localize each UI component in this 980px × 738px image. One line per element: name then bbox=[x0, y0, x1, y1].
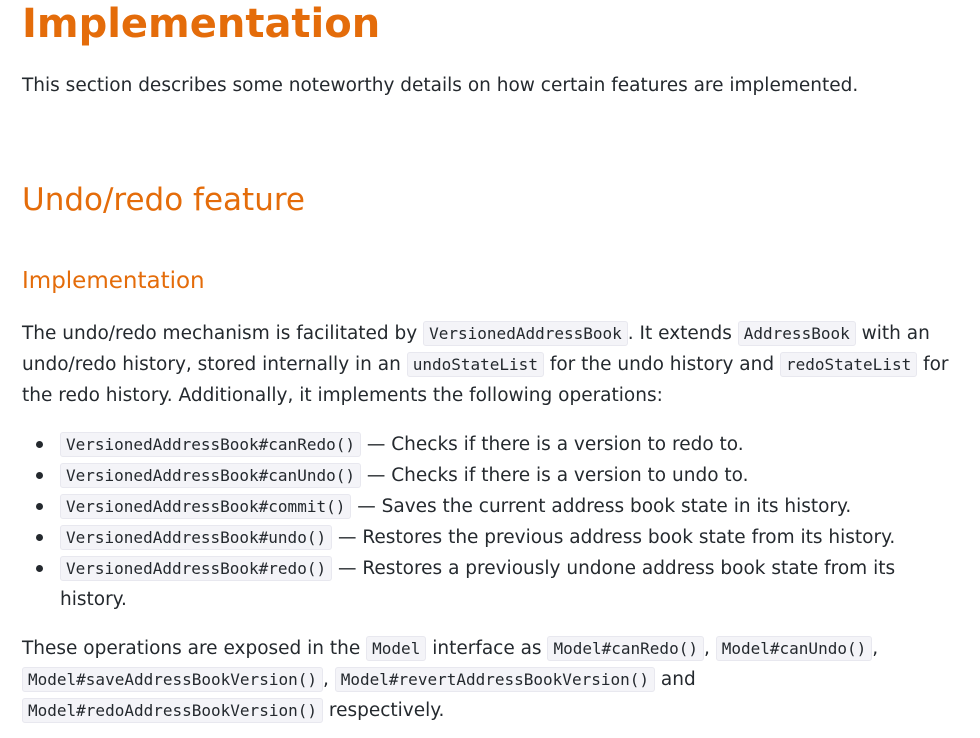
text-span: the redo history. Additionally, it implements the following operations: bbox=[22, 385, 663, 406]
text-span: for the undo history and bbox=[543, 354, 780, 375]
inline-code: Model bbox=[366, 636, 426, 661]
inline-code: VersionedAddressBook#undo() bbox=[60, 525, 332, 550]
text-span: for bbox=[917, 354, 949, 375]
text-span: and bbox=[655, 669, 696, 690]
bullet-icon bbox=[36, 534, 43, 541]
list-item-text: — Restores a previously undone address book state from its bbox=[332, 558, 896, 579]
feature-heading: Undo/redo feature bbox=[22, 182, 305, 218]
inline-code: VersionedAddressBook#canUndo() bbox=[60, 463, 361, 488]
bullet-icon bbox=[36, 503, 43, 510]
text-span: These operations are exposed in the bbox=[22, 638, 367, 659]
inline-code: Model#canRedo() bbox=[547, 636, 704, 661]
list-item-text: — Checks if there is a version to undo to. bbox=[360, 465, 749, 486]
text-span: , bbox=[872, 638, 879, 659]
text-span: undo/redo history, stored internally in an bbox=[22, 354, 407, 375]
bullet-icon bbox=[36, 565, 43, 572]
inline-code: AddressBook bbox=[738, 321, 856, 346]
inline-code: Model#redoAddressBookVersion() bbox=[22, 698, 323, 723]
bullet-icon bbox=[36, 441, 43, 448]
para1-line2 bbox=[22, 351, 949, 379]
inline-code: VersionedAddressBook#canRedo() bbox=[60, 432, 361, 457]
list-item-text: — Restores the previous address book state from its history. bbox=[332, 527, 896, 548]
list-item bbox=[60, 493, 851, 521]
list-item bbox=[60, 524, 895, 552]
text-span: The undo/redo mechanism is facilitated by bbox=[22, 323, 424, 344]
text-span: interface as bbox=[426, 638, 548, 659]
inline-code: VersionedAddressBook#redo() bbox=[60, 556, 332, 581]
para1-line1 bbox=[22, 320, 930, 348]
inline-code: Model#revertAddressBookVersion() bbox=[335, 667, 655, 692]
para2-line1 bbox=[22, 635, 878, 663]
text-span: with an bbox=[855, 323, 930, 344]
list-item-continuation: history. bbox=[60, 589, 127, 610]
text-span: respectively. bbox=[322, 700, 445, 721]
inline-code: redoStateList bbox=[780, 352, 917, 377]
section-title: Implementation bbox=[22, 1, 381, 47]
inline-code: Model#saveAddressBookVersion() bbox=[22, 667, 323, 692]
list-item-text: — Saves the current address book state in its history. bbox=[351, 496, 852, 517]
text-span: , bbox=[703, 638, 716, 659]
inline-code: undoStateList bbox=[407, 352, 544, 377]
list-item bbox=[60, 555, 895, 583]
para2-line2 bbox=[22, 666, 696, 694]
para2-line3 bbox=[22, 697, 444, 725]
inline-code: Model#canUndo() bbox=[716, 636, 873, 661]
inline-code: VersionedAddressBook bbox=[423, 321, 628, 346]
implementation-subheading: Implementation bbox=[22, 268, 205, 294]
list-item bbox=[60, 462, 749, 490]
inline-code: VersionedAddressBook#commit() bbox=[60, 494, 351, 519]
para1-line3 bbox=[22, 382, 663, 410]
text-span: . It extends bbox=[627, 323, 738, 344]
section-intro: This section describes some noteworthy details on how certain features are implemented. bbox=[22, 75, 859, 96]
list-item bbox=[60, 431, 744, 459]
list-item-text: — Checks if there is a version to redo to. bbox=[360, 434, 744, 455]
bullet-icon bbox=[36, 472, 43, 479]
text-span: , bbox=[322, 669, 335, 690]
